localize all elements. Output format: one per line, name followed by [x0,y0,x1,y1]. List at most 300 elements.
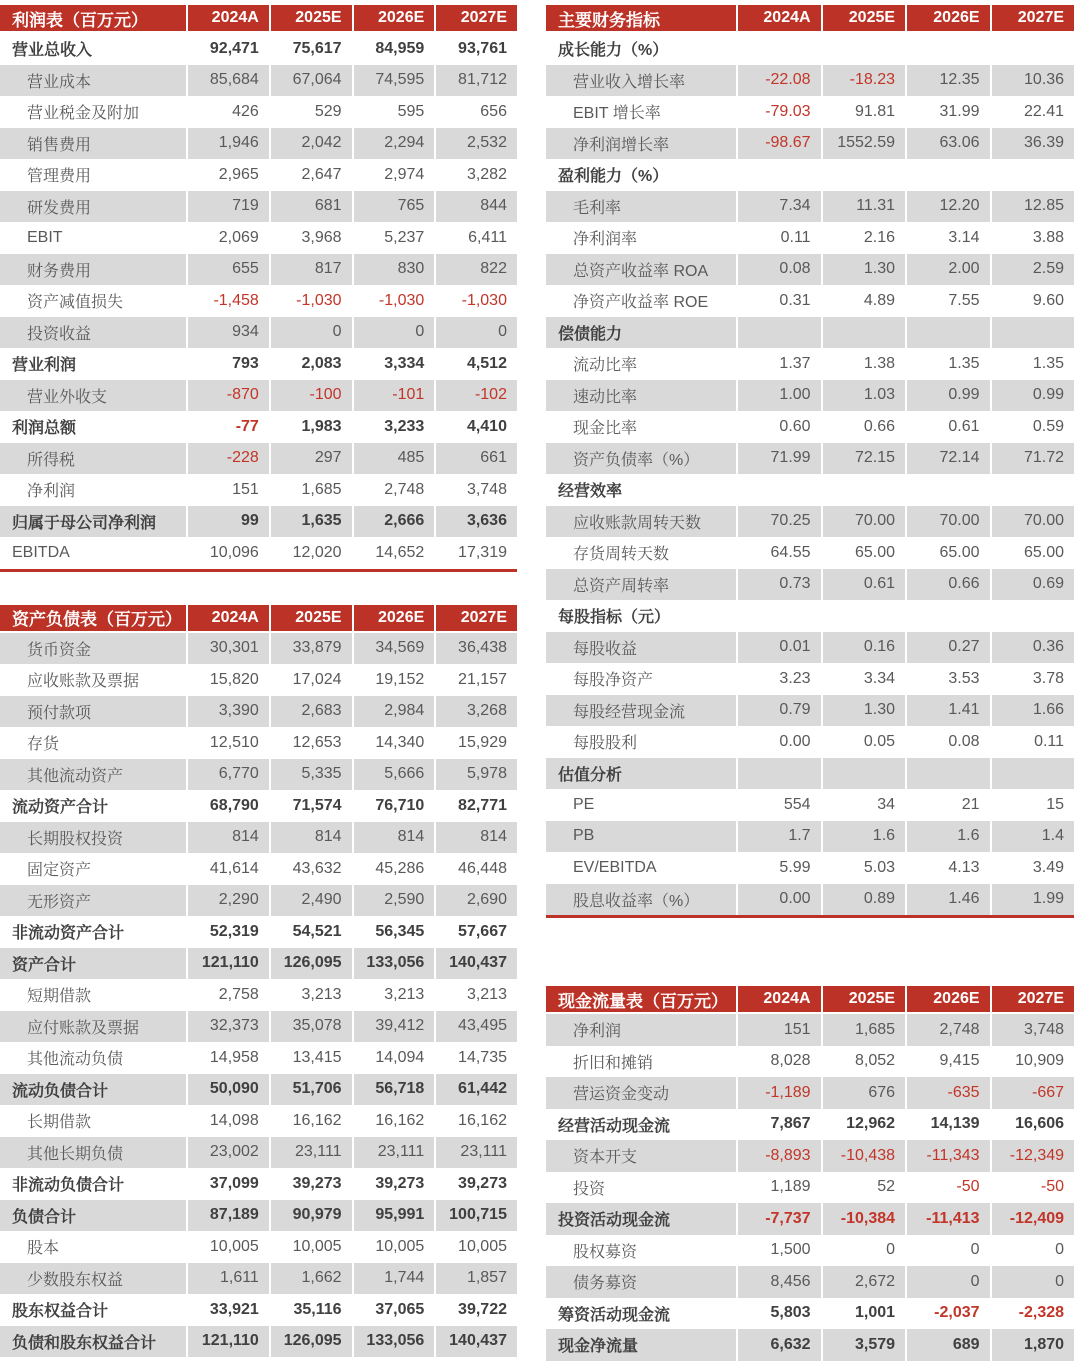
table-row [0,1074,517,1106]
cell-value: 36.39 [990,128,1074,160]
cell-value: 655 [186,254,269,286]
cell-value: 934 [186,317,269,349]
cell-value: -50 [990,1172,1074,1204]
cell-value: 5.99 [736,852,820,884]
table-row [0,633,517,665]
cell-value: 719 [186,191,269,223]
cell-value: 1.66 [990,695,1074,727]
cell-value: 5,335 [269,759,352,791]
cell-value: 23,111 [434,1137,517,1169]
cell-value: 1552.59 [821,128,905,160]
row-label: 研发费用 [27,199,92,217]
cell-value: -870 [186,380,269,412]
cell-value: 3.14 [905,222,989,254]
cell-value: 43,632 [269,853,352,885]
row-label: 流动负债合计 [12,1082,109,1100]
row-label: 估值分析 [558,766,623,784]
cell-value [990,474,1074,506]
row-label: 净利润增长率 [573,136,670,154]
cell-value: -667 [990,1077,1074,1109]
cell-value: 0.27 [905,632,989,664]
cell-value: 2,294 [352,128,435,160]
cell-value: 2,647 [269,159,352,191]
cell-value: 0.61 [821,569,905,601]
table-row [546,1235,1074,1267]
cell-value: 35,078 [269,1011,352,1043]
cell-value: 2,532 [434,128,517,160]
cell-value: 65.00 [990,537,1074,569]
table-row [0,380,517,412]
table-row [546,65,1074,97]
cell-value: 39,273 [352,1168,435,1200]
cell-value: 93,761 [434,33,517,65]
right-column [546,5,1074,1361]
row-label: 投资收益 [27,325,92,343]
cell-value: 81,712 [434,65,517,97]
income-statement-table [0,5,517,572]
cell-value: 0.69 [990,569,1074,601]
cell-value: 70.25 [736,506,820,538]
cell-value: 0.66 [821,411,905,443]
cell-value: 23,111 [352,1137,435,1169]
table-row [0,128,517,160]
cell-value: 54,521 [269,916,352,948]
cell-value [990,317,1074,349]
balance-sheet-table [0,605,517,1358]
table-row [546,1329,1074,1361]
cell-value [821,317,905,349]
table-row [546,1203,1074,1235]
table-row [0,948,517,980]
cell-value: 1,857 [434,1263,517,1295]
table-row [0,1105,517,1137]
cell-value: 10,005 [186,1231,269,1263]
cell-value: 65.00 [821,537,905,569]
cell-value: 0.11 [736,222,820,254]
cell-value: 1.46 [905,884,989,916]
cell-value: 3,748 [434,474,517,506]
cell-value: 17,319 [434,537,517,569]
cell-value: 140,437 [434,948,517,980]
table-row [546,128,1074,160]
cell-value: 39,273 [434,1168,517,1200]
row-label: 每股经营现金流 [573,703,686,721]
cell-value: 126,095 [269,1326,352,1358]
row-label: 每股指标（元） [558,609,671,627]
cell-value: 151 [186,474,269,506]
cell-value [821,33,905,65]
cell-value: 21 [905,789,989,821]
row-label: EBITDA [12,543,70,561]
cell-value: 2,984 [352,696,435,728]
cell-value [990,33,1074,65]
cell-value: 51,706 [269,1074,352,1106]
cell-value: -98.67 [736,128,820,160]
column-header: 2024A [186,5,269,31]
cell-value: 84,959 [352,33,435,65]
table-row [0,790,517,822]
cell-value: 32,373 [186,1011,269,1043]
cell-value: -11,413 [905,1203,989,1235]
cell-value: 1.6 [821,821,905,853]
row-label: 净利润 [573,1023,622,1041]
cell-value: 5.03 [821,852,905,884]
column-header: 2026E [352,605,435,631]
cell-value: 0.08 [905,726,989,758]
cell-value: 11.31 [821,191,905,223]
row-label: 投资 [573,1180,606,1198]
cell-value [736,33,820,65]
table-row [0,1137,517,1169]
cell-value: 1,983 [269,411,352,443]
table-row [546,96,1074,128]
cell-value: 67,064 [269,65,352,97]
row-label: 流动比率 [573,357,638,375]
cell-value: 63.06 [905,128,989,160]
table-row [546,1266,1074,1298]
table-body [546,33,1074,915]
row-label: 股本 [27,1240,60,1258]
table-row [546,1109,1074,1141]
cell-value: 10.36 [990,65,1074,97]
cell-value: 12,962 [821,1109,905,1141]
cell-value: 1,946 [186,128,269,160]
row-label: 经营活动现金流 [558,1117,671,1135]
column-header: 2025E [821,5,905,31]
row-label: 现金净流量 [558,1338,639,1356]
table-row [0,65,517,97]
cell-value: 0.08 [736,254,820,286]
table-row [0,664,517,696]
table-row [0,822,517,854]
cell-value: 9.60 [990,285,1074,317]
cell-value: 1,685 [269,474,352,506]
table-header [0,5,517,33]
row-label: 归属于母公司净利润 [12,514,157,532]
cell-value: 1.30 [821,695,905,727]
row-label: 速动比率 [573,388,638,406]
cell-value [736,600,820,632]
cell-value: 23,111 [269,1137,352,1169]
table-row [546,1172,1074,1204]
table-row [0,853,517,885]
row-label: 无形资产 [27,893,92,911]
cell-value: 75,617 [269,33,352,65]
row-label: 应收账款及票据 [27,673,140,691]
cell-value: 0.01 [736,632,820,664]
cell-value: 830 [352,254,435,286]
table-row [546,569,1074,601]
cell-value: 2.00 [905,254,989,286]
cell-value: 4,512 [434,348,517,380]
cell-value: 95,991 [352,1200,435,1232]
column-header: 2025E [269,5,352,31]
cell-value [821,600,905,632]
cell-value: 3,636 [434,506,517,538]
table-row [0,96,517,128]
row-label: 长期借款 [27,1114,92,1132]
cell-value: 6,411 [434,222,517,254]
left-column [0,5,517,1361]
cell-value: 71.99 [736,443,820,475]
cell-value: 2.16 [821,222,905,254]
row-label: 毛利率 [573,199,622,217]
cell-value: 0.36 [990,632,1074,664]
table-row [0,191,517,223]
column-header: 2026E [352,5,435,31]
cell-value: 2,042 [269,128,352,160]
row-label: 债务募资 [573,1275,638,1293]
table-row [546,443,1074,475]
cell-value: 50,090 [186,1074,269,1106]
cell-value: 39,273 [269,1168,352,1200]
cell-value: 52 [821,1172,905,1204]
cell-value: 41,614 [186,853,269,885]
cell-value [821,159,905,191]
cell-value: 133,056 [352,948,435,980]
cell-value: 817 [269,254,352,286]
cell-value: 297 [269,443,352,475]
cell-value: -635 [905,1077,989,1109]
cell-value: -12,349 [990,1140,1074,1172]
cell-value: 2,290 [186,885,269,917]
cell-value: 681 [269,191,352,223]
table-row [546,506,1074,538]
cell-value: 19,152 [352,664,435,696]
cell-value [990,758,1074,790]
cell-value: 2,690 [434,885,517,917]
cell-value: 1,870 [990,1329,1074,1361]
cell-value: -1,189 [736,1077,820,1109]
cell-value: 2,683 [269,696,352,728]
cell-value [736,758,820,790]
table-row [546,1014,1074,1046]
cell-value: 17,024 [269,664,352,696]
cell-value: 1,611 [186,1263,269,1295]
cell-value: 12,653 [269,727,352,759]
cell-value: 3,268 [434,696,517,728]
cell-value: 7.34 [736,191,820,223]
row-label: 成长能力（%） [558,42,669,60]
cell-value: 3,334 [352,348,435,380]
table-row [0,1042,517,1074]
cell-value: 1.7 [736,821,820,853]
table-row [546,33,1074,65]
cell-value [905,600,989,632]
row-label: 销售费用 [27,136,92,154]
table-row [546,726,1074,758]
table-row [546,1046,1074,1078]
cell-value: 22.41 [990,96,1074,128]
cell-value: 52,319 [186,916,269,948]
cell-value: 133,056 [352,1326,435,1358]
cell-value: 14,652 [352,537,435,569]
table-title: 资产负债表（百万元） [12,610,182,629]
cell-value: 554 [736,789,820,821]
cell-value: 2,672 [821,1266,905,1298]
cell-value: 70.00 [905,506,989,538]
cell-value: 2,974 [352,159,435,191]
table-row [0,759,517,791]
cell-value: 0.11 [990,726,1074,758]
table-row [0,1200,517,1232]
row-label: 资产减值损失 [27,294,124,312]
table-row [546,884,1074,916]
row-label: EBIT [27,228,63,246]
cell-value: 82,771 [434,790,517,822]
row-label: 少数股东权益 [27,1271,124,1289]
row-label: 财务费用 [27,262,92,280]
table-row [0,222,517,254]
table-title: 主要财务指标 [558,10,660,30]
cell-value: 3,390 [186,696,269,728]
cell-value: 3.88 [990,222,1074,254]
column-header: 2026E [905,986,989,1012]
column-header: 2026E [905,5,989,31]
row-label: 营业总收入 [12,42,93,60]
row-label: PE [573,795,595,813]
cell-value: -2,037 [905,1298,989,1330]
cell-value: 74,595 [352,65,435,97]
cell-value: 12.20 [905,191,989,223]
cell-value: 16,162 [352,1105,435,1137]
cell-value: 9,415 [905,1046,989,1078]
table-row [0,33,517,65]
cell-value: 151 [736,1014,820,1046]
cell-value: 65.00 [905,537,989,569]
cell-value: 814 [269,822,352,854]
cell-value: 5,978 [434,759,517,791]
row-label: 折旧和摊销 [573,1054,654,1072]
row-label: 非流动资产合计 [12,925,125,943]
cell-value: -2,328 [990,1298,1074,1330]
cell-value: 814 [352,822,435,854]
cell-value: 0 [905,1235,989,1267]
cell-value: 0.16 [821,632,905,664]
cell-value: 14,340 [352,727,435,759]
cell-value: 56,718 [352,1074,435,1106]
table-row [546,411,1074,443]
cell-value: 1.99 [990,884,1074,916]
cell-value: 14,958 [186,1042,269,1074]
cell-value: 14,139 [905,1109,989,1141]
cell-value: -100 [269,380,352,412]
cell-value: 5,666 [352,759,435,791]
row-label: PB [573,827,595,845]
table-row [0,317,517,349]
cell-value: 793 [186,348,269,380]
cell-value: 2,069 [186,222,269,254]
table-row [546,285,1074,317]
cell-value: 100,715 [434,1200,517,1232]
table-row [546,317,1074,349]
cell-value: 765 [352,191,435,223]
table-row [0,159,517,191]
row-label: 股息收益率（%） [573,892,700,910]
cell-value: 1,685 [821,1014,905,1046]
cell-value: -22.08 [736,65,820,97]
cell-value: 2,490 [269,885,352,917]
cell-value: 39,412 [352,1011,435,1043]
cell-value: 2.59 [990,254,1074,286]
cell-value: 0.59 [990,411,1074,443]
row-label: 现金比率 [573,420,638,438]
cell-value: 33,921 [186,1294,269,1326]
table-row [0,411,517,443]
cell-value: 34 [821,789,905,821]
table-row [546,663,1074,695]
cell-value: 814 [186,822,269,854]
cell-value: 121,110 [186,948,269,980]
row-label: 负债合计 [12,1208,77,1226]
cell-value: -77 [186,411,269,443]
cell-value: 37,065 [352,1294,435,1326]
cell-value: 30,301 [186,633,269,665]
cell-value: -10,438 [821,1140,905,1172]
cell-value: 46,448 [434,853,517,885]
table-row [546,159,1074,191]
row-label: 存货 [27,736,60,754]
row-label: EV/EBITDA [573,858,657,876]
table-row [546,1140,1074,1172]
row-label: 其他流动资产 [27,767,124,785]
row-label: 存货周转天数 [573,546,670,564]
table-row [546,537,1074,569]
cell-value: 16,606 [990,1109,1074,1141]
cell-value: 7,867 [736,1109,820,1141]
table-row [0,1231,517,1263]
row-label: 固定资产 [27,862,92,880]
cell-value: 10,005 [352,1231,435,1263]
row-label: 经营效率 [558,483,623,501]
cell-value: -1,030 [352,285,435,317]
table-row [546,1298,1074,1330]
key-indicators-table [546,5,1074,918]
cell-value: 56,345 [352,916,435,948]
column-header: 2027E [990,986,1074,1012]
table-row [546,600,1074,632]
cell-value: 1.35 [905,348,989,380]
cell-value: 1.41 [905,695,989,727]
cell-value: 61,442 [434,1074,517,1106]
cell-value: 2,083 [269,348,352,380]
cell-value: 2,748 [905,1014,989,1046]
cell-value: 3,233 [352,411,435,443]
cell-value: 2,590 [352,885,435,917]
row-label: 净利润 [27,483,76,501]
row-label: 所得税 [27,451,76,469]
table-row [546,632,1074,664]
table-row [0,979,517,1011]
cell-value: 1.4 [990,821,1074,853]
table-row [546,380,1074,412]
column-header: 2025E [269,605,352,631]
row-label: 每股收益 [573,640,638,658]
row-label: 总资产周转率 [573,577,670,595]
cell-value: 844 [434,191,517,223]
row-label: 预付款项 [27,704,92,722]
cell-value: 0 [905,1266,989,1298]
cell-value: 70.00 [990,506,1074,538]
cell-value: 8,456 [736,1266,820,1298]
cash-flow-table [546,986,1074,1361]
cell-value: 3,213 [434,979,517,1011]
cell-value: 15 [990,789,1074,821]
cell-value: 13,415 [269,1042,352,1074]
cell-value [905,758,989,790]
cell-value: 37,099 [186,1168,269,1200]
cell-value: 3.78 [990,663,1074,695]
